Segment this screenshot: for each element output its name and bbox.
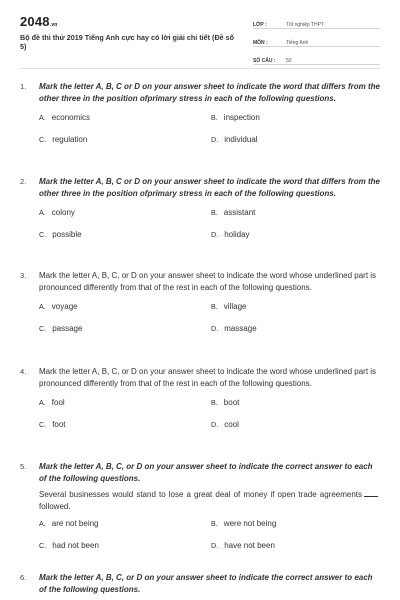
option-text: massage (224, 324, 257, 333)
option-text: regulation (52, 135, 88, 144)
question-header (20, 176, 380, 199)
question-instruction: Mark the letter A, B, C or D on your answer sheet to indicate the word that differs from the other three in the position ofprimary stress in each of the following questions. (39, 177, 380, 198)
option-text: cool (224, 420, 239, 429)
question-header (20, 366, 380, 389)
option-letter: C. (39, 420, 47, 429)
question-4 (20, 366, 380, 442)
meta-value: Tiếng Anh (286, 40, 309, 46)
answer-blank (364, 489, 378, 497)
option-text: voyage (51, 302, 78, 311)
meta-label: MÔN : (253, 40, 268, 46)
option-d[interactable] (211, 230, 250, 239)
option-text: economics (51, 113, 91, 122)
option-b[interactable] (211, 208, 255, 217)
option-text: are not being (51, 519, 99, 528)
question-instruction: Mark the letter A, B, C, or D on your answer sheet to indicate the correct answer to each of the following questions. (39, 573, 373, 594)
option-letter: B. (211, 519, 218, 528)
option-text: holiday (224, 230, 250, 239)
option-c[interactable] (39, 541, 99, 550)
question-3 (20, 270, 380, 346)
option-letter: D. (211, 135, 219, 144)
option-text: colony (51, 208, 75, 217)
exam-meta (253, 14, 380, 68)
option-d[interactable] (211, 135, 258, 144)
option-letter: A. (39, 113, 46, 122)
option-text: village (223, 302, 247, 311)
option-letter: B. (211, 398, 218, 407)
option-b[interactable] (211, 113, 260, 122)
option-text: boot (223, 398, 240, 407)
question-6 (20, 572, 380, 595)
answer-options (39, 398, 380, 442)
question-number: 6. (20, 573, 27, 582)
question-5 (20, 461, 380, 563)
option-c[interactable] (39, 324, 82, 333)
answer-options (39, 519, 380, 563)
question-number: 1. (20, 82, 27, 91)
page-header (0, 0, 400, 68)
option-text: individual (224, 135, 258, 144)
answer-options (39, 113, 380, 157)
question-number: 5. (20, 462, 27, 471)
question-instruction: Mark the letter A, B, C, or D on your answer sheet to indicate the word whose underlined part is pronounced differently from that of the rest in each of the following questions. (39, 271, 377, 292)
option-text: foot (52, 420, 66, 429)
meta-row-subject (253, 32, 380, 47)
option-letter: C. (39, 135, 47, 144)
header-divider (20, 68, 380, 69)
option-a[interactable] (39, 208, 75, 217)
option-text: possible (52, 230, 82, 239)
option-text: assistant (223, 208, 256, 217)
option-a[interactable] (39, 302, 78, 311)
option-a[interactable] (39, 519, 99, 528)
question-instruction: Mark the letter A, B, C, or D on your answer sheet to indicate the word whose underlined part is pronounced differently from that of the rest in each of the following questions. (39, 367, 377, 388)
option-letter: C. (39, 230, 47, 239)
site-logo[interactable] (20, 14, 58, 29)
option-c[interactable] (39, 230, 82, 239)
option-letter: B. (211, 113, 218, 122)
option-c[interactable] (39, 135, 87, 144)
sentence-part-after: followed. (39, 501, 71, 511)
question-instruction: Mark the letter A, B, C, or D on your answer sheet to indicate the correct answer to each of the following questions. (39, 462, 373, 483)
logo-main-text: 2048 (20, 14, 50, 29)
option-letter: B. (211, 208, 218, 217)
question-header (20, 572, 380, 595)
option-text: inspection (223, 113, 260, 122)
option-letter: D. (211, 230, 219, 239)
meta-label: SỐ CÂU : (253, 58, 276, 64)
exam-title: Bộ đề thi thử 2019 Tiếng Anh cực hay có lời giải chi tiết (Đề số 5) (20, 33, 235, 51)
answer-options (39, 302, 380, 346)
meta-row-count (253, 50, 380, 65)
question-number: 2. (20, 177, 27, 186)
option-letter: D. (211, 420, 219, 429)
meta-row-class (253, 14, 380, 29)
option-c[interactable] (39, 420, 66, 429)
option-text: had not been (52, 541, 99, 550)
meta-value: 50 (286, 58, 292, 64)
question-2 (20, 176, 380, 252)
logo-domain-text: .vn (49, 22, 58, 28)
option-text: were not being (223, 519, 277, 528)
option-text: fool (51, 398, 65, 407)
option-letter: C. (39, 324, 47, 333)
option-d[interactable] (211, 324, 257, 333)
option-letter: A. (39, 302, 46, 311)
option-d[interactable] (211, 420, 239, 429)
option-text: have not been (224, 541, 275, 550)
option-letter: D. (211, 541, 219, 550)
question-1 (20, 81, 380, 157)
option-letter: D. (211, 324, 219, 333)
option-letter: B. (211, 302, 218, 311)
option-b[interactable] (211, 398, 239, 407)
answer-options (39, 208, 380, 252)
option-text: passage (52, 324, 83, 333)
option-b[interactable] (211, 302, 246, 311)
question-sentence (39, 489, 380, 512)
option-a[interactable] (39, 398, 65, 407)
option-letter: C. (39, 541, 47, 550)
question-number: 3. (20, 271, 27, 280)
meta-label: LỚP : (253, 22, 267, 28)
question-number: 4. (20, 367, 27, 376)
option-letter: A. (39, 398, 46, 407)
option-b[interactable] (211, 519, 276, 528)
option-a[interactable] (39, 113, 90, 122)
option-letter: A. (39, 519, 46, 528)
option-letter: A. (39, 208, 46, 217)
question-header (20, 270, 380, 293)
question-header (20, 81, 380, 104)
meta-value: Tốt nghiệp THPT (286, 22, 324, 28)
question-header (20, 461, 380, 484)
sentence-part-before: Several businesses would stand to lose a great deal of money if open trade agreements (39, 490, 362, 499)
question-instruction: Mark the letter A, B, C or D on your answer sheet to indicate the word that differs from the other three in the position ofprimary stress in each of the following questions. (39, 82, 380, 103)
option-d[interactable] (211, 541, 275, 550)
